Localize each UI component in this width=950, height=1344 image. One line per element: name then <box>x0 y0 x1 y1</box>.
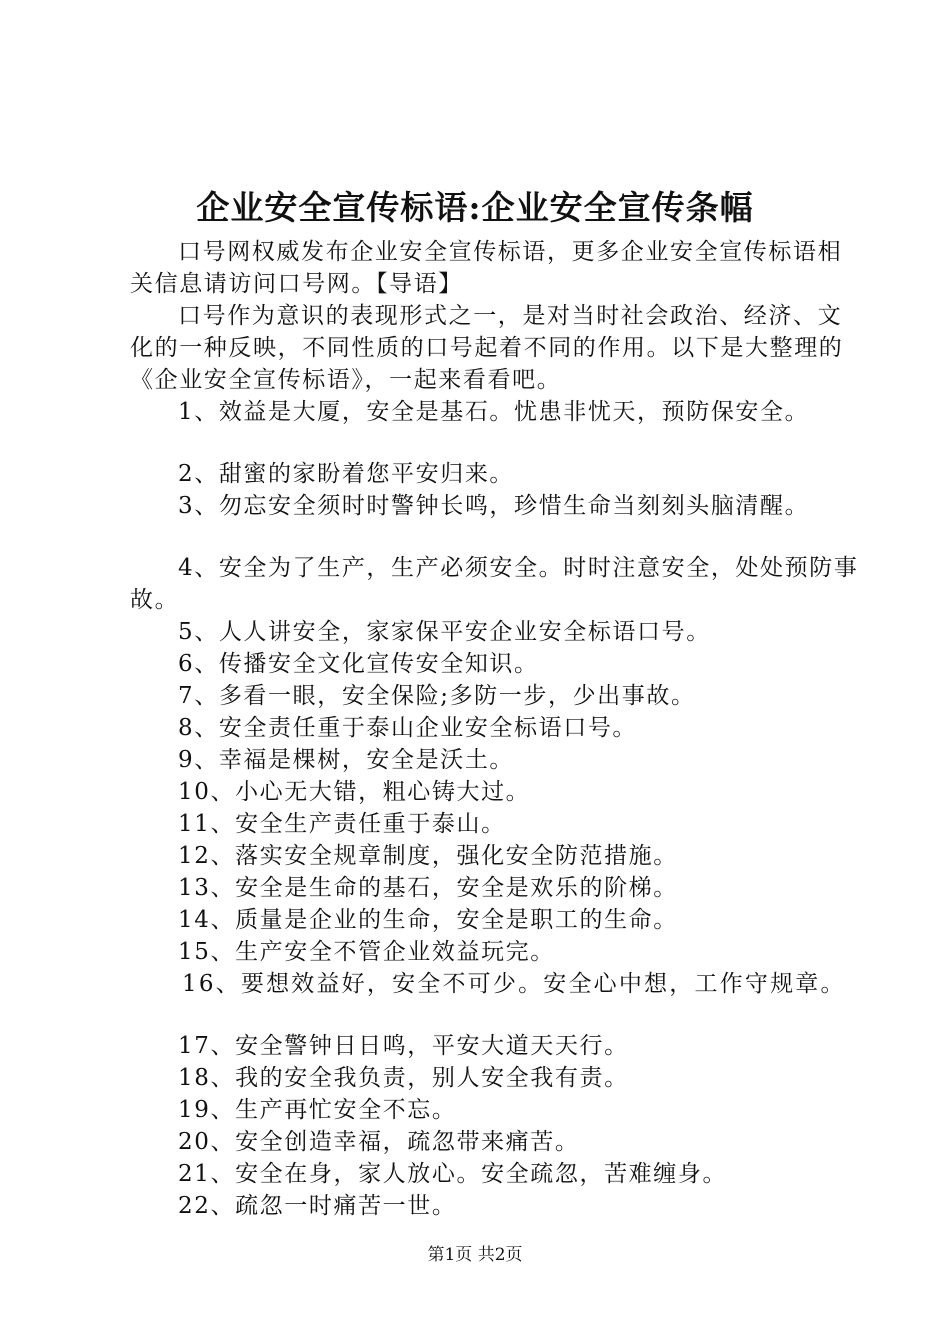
slogan-item: 11、安全生产责任重于泰山。 <box>178 811 506 837</box>
slogan-item: 20、安全创造幸福，疏忽带来痛苦。 <box>178 1129 580 1155</box>
slogan-item: 19、生产再忙安全不忘。 <box>178 1097 457 1123</box>
slogan-item: 4、安全为了生产，生产必须安全。时时注意安全，处处预防事故。 <box>130 555 859 613</box>
lead-paragraph: 口号作为意识的表现形式之一，是对当时社会政治、经济、文化的一种反映，不同性质的口号起着不同的作用。以下是大整理的《企业安全宣传标语》，一起来看看吧。 <box>130 303 844 393</box>
slogan-item: 3、勿忘安全须时时警钟长鸣，珍惜生命当刻刻头脑清醒。 <box>178 493 810 519</box>
slogan-item: 7、多看一眼，安全保险;多防一步，少出事故。 <box>178 683 696 709</box>
slogan-item: 18、我的安全我负责，别人安全我有责。 <box>178 1065 629 1091</box>
slogan-item: 16、要想效益好，安全不可少。安全心中想，工作守规章。 <box>182 971 846 997</box>
document-title: 企业安全宣传标语:企业安全宣传条幅 <box>196 188 754 227</box>
slogan-item: 15、生产安全不管企业效益玩完。 <box>178 939 555 965</box>
document-body <box>130 236 860 1222</box>
intro-paragraph: 口号网权威发布企业安全宣传标语，更多企业安全宣传标语相关信息请访问口号网。【导语】 <box>130 239 843 297</box>
slogan-item: 5、人人讲安全，家家保平安企业安全标语口号。 <box>178 619 711 645</box>
slogan-item: 14、质量是企业的生命，安全是职工的生命。 <box>178 907 678 933</box>
slogan-item: 22、疏忽一时痛苦一世。 <box>178 1193 457 1219</box>
slogan-item: 12、落实安全规章制度，强化安全防范措施。 <box>178 843 678 869</box>
slogan-item: 6、传播安全文化宣传安全知识。 <box>178 651 539 677</box>
slogan-item: 21、安全在身，家人放心。安全疏忽，苦难缠身。 <box>178 1161 728 1187</box>
slogan-item: 8、安全责任重于泰山企业安全标语口号。 <box>178 715 638 741</box>
slogan-item: 10、小心无大错，粗心铸大过。 <box>178 779 531 805</box>
slogan-item: 1、效益是大厦，安全是基石。忧患非忧天，预防保安全。 <box>178 399 810 425</box>
slogan-item: 17、安全警钟日日鸣，平安大道天天行。 <box>178 1033 629 1059</box>
slogan-item: 9、幸福是棵树，安全是沃土。 <box>178 747 515 773</box>
slogan-item: 13、安全是生命的基石，安全是欢乐的阶梯。 <box>178 875 678 901</box>
slogan-item: 2、甜蜜的家盼着您平安归来。 <box>178 461 515 487</box>
page-number-footer: 第1页 共2页 <box>427 1245 523 1265</box>
